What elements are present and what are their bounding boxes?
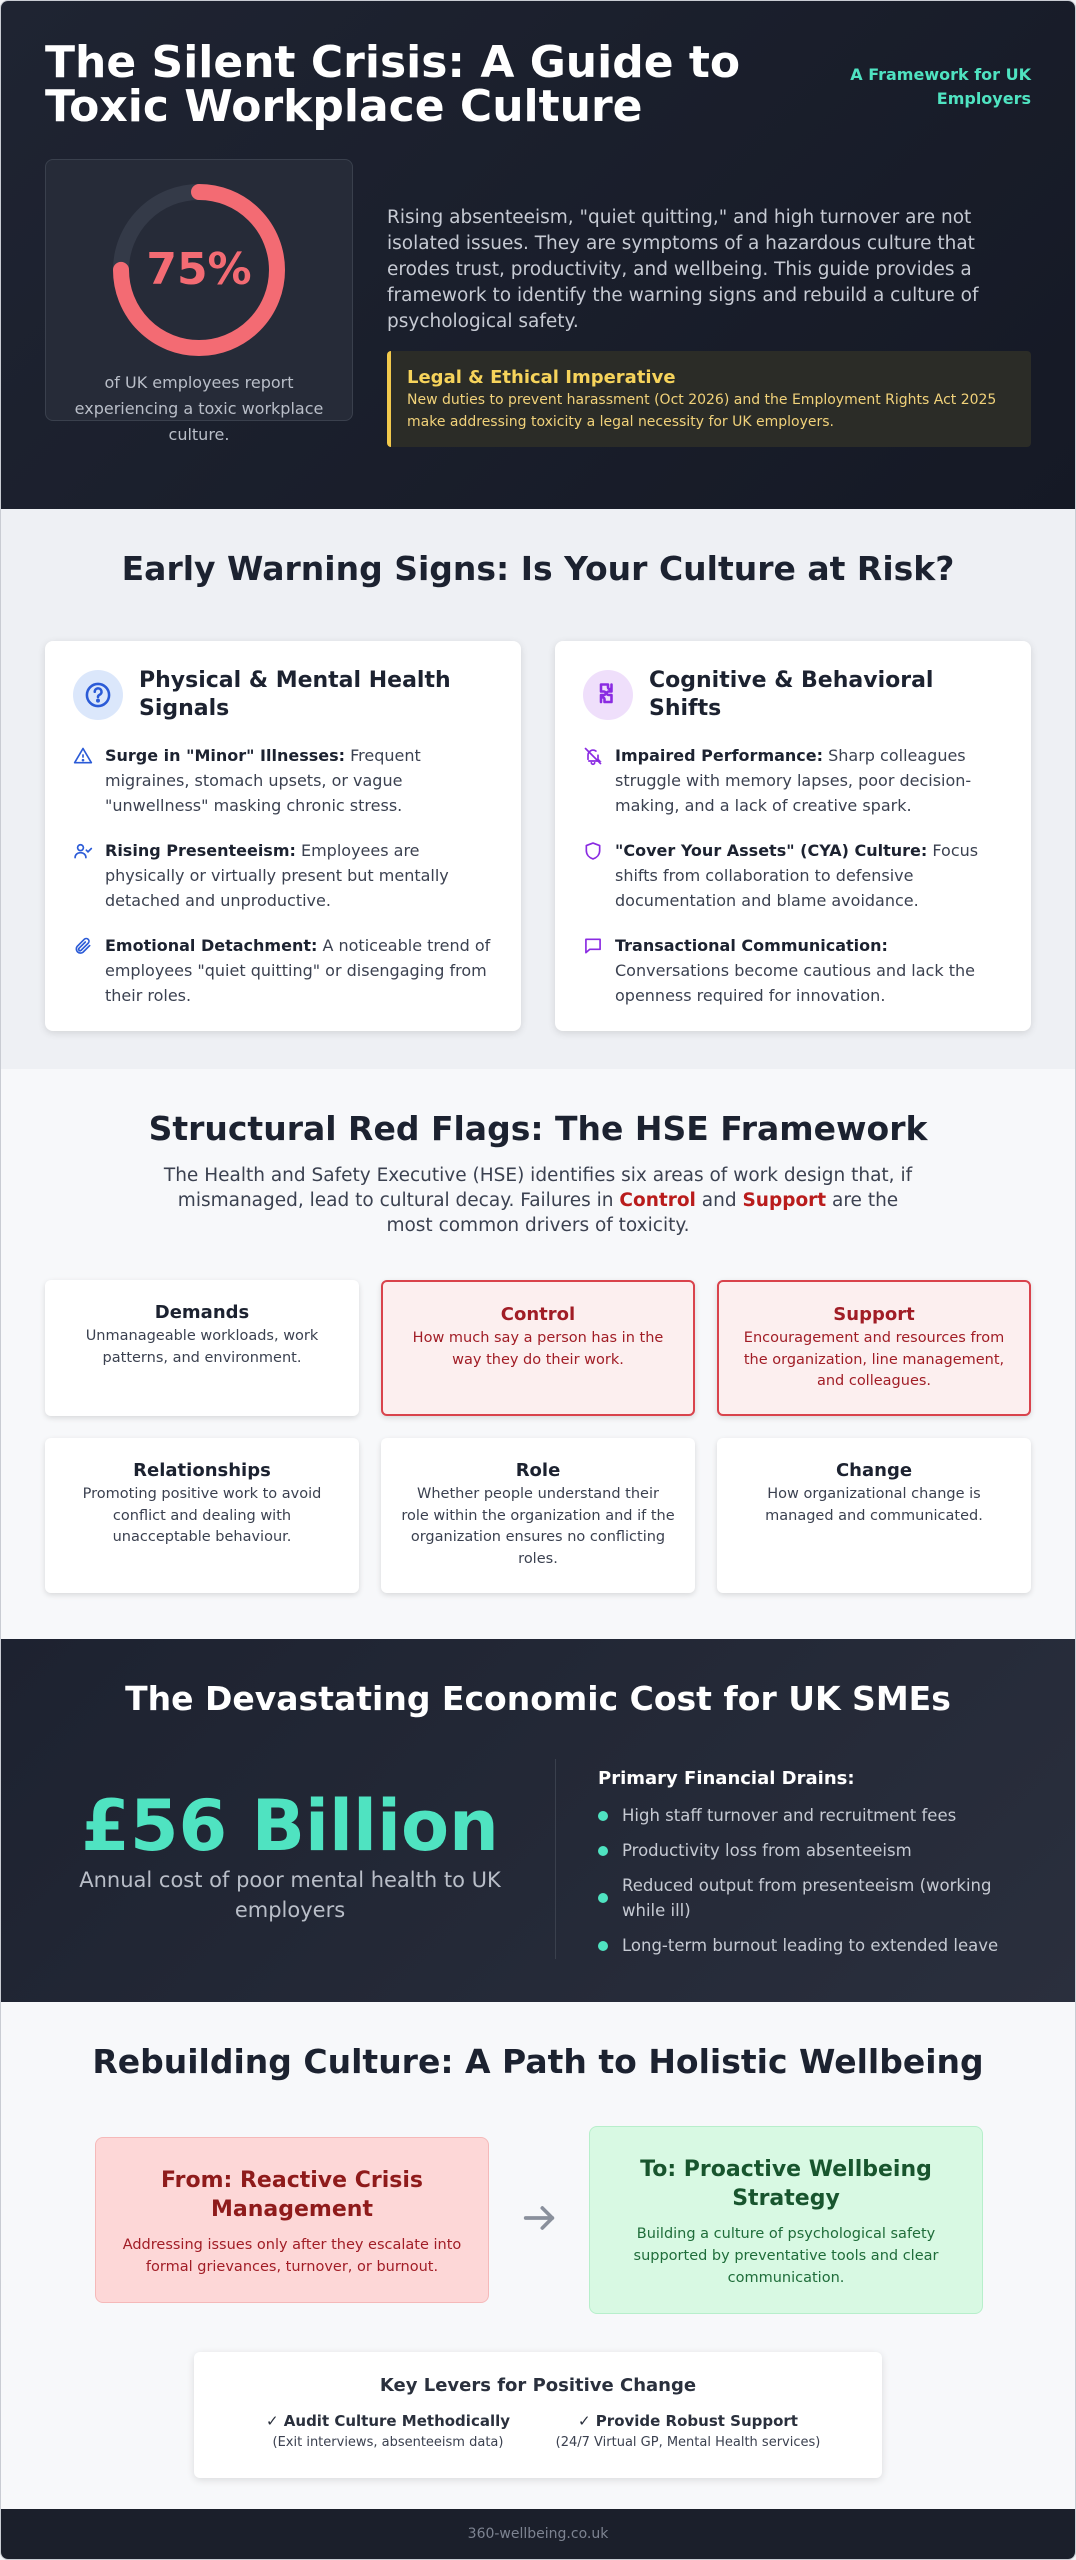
drain-text: High staff turnover and recruitment fees xyxy=(622,1806,957,1825)
item-text: Employees are physically or virtually present but mentally detached and unproductive. xyxy=(105,841,449,910)
hero-tagline: A Framework for UK Employers xyxy=(850,65,1031,108)
cost-big-value: £56 Billion xyxy=(81,1785,499,1867)
hse-card-desc: Promoting positive work to avoid conflict and dealing with unacceptable behaviour. xyxy=(82,1486,322,1545)
bullet-dot-icon xyxy=(598,1893,608,1903)
footer-link[interactable]: 360-wellbeing.co.uk xyxy=(1,2509,1075,2559)
rebuilding-culture-section xyxy=(1,2002,1075,2512)
shield-icon xyxy=(583,841,605,913)
item-label: Impaired Performance: xyxy=(615,746,824,765)
cognitive-shifts-title: Cognitive & Behavioral Shifts xyxy=(649,668,934,721)
levers-title: Key Levers for Positive Change xyxy=(379,2375,697,2396)
to-text: Building a culture of psychological safety supported by preventative tools and clear communication. xyxy=(633,2226,939,2286)
legal-text: New duties to prevent harassment (Oct 2026) and the Employment Rights Act 2025 make addressing toxicity a legal necessity for UK employers. xyxy=(407,392,997,430)
list-item xyxy=(598,1803,1008,1828)
hse-intro-part: The Health and Safety Executive (HSE) identifies six areas of work design that, if mismanaged, lead to cultural decay. Failures in xyxy=(163,1165,913,1211)
hero-section xyxy=(1,1,1075,509)
item-text: Frequent migraines, stomach upsets, or vague "unwellness" masking chronic stress. xyxy=(105,746,421,815)
hse-card-name: Support xyxy=(833,1304,915,1325)
hse-intro-part: are the most common drivers of toxicity. xyxy=(386,1190,899,1236)
item-text: Sharp colleagues struggle with memory lapses, poor decision-making, and a lack of creative spark. xyxy=(615,746,972,815)
chat-bubble-icon xyxy=(583,936,605,1008)
hse-intro-support: Support xyxy=(742,1190,827,1211)
user-check-icon xyxy=(73,841,95,913)
to-title: To: Proactive Wellbeing Strategy xyxy=(640,2157,932,2211)
hse-card-relationships xyxy=(45,1438,359,1593)
toxic-culture-stat-card xyxy=(45,159,353,444)
stat-caption: of UK employees report experiencing a toxic workplace culture. xyxy=(74,373,324,444)
economic-cost-section xyxy=(1,1639,1075,2002)
hse-card-demands xyxy=(45,1280,359,1416)
bullet-dot-icon xyxy=(598,1811,608,1821)
lever-note: (Exit interviews, absenteeism data) xyxy=(272,2435,504,2450)
list-item xyxy=(73,743,493,818)
key-levers-card xyxy=(194,2352,882,2478)
hse-card-control xyxy=(381,1280,695,1416)
item-label: Rising Presenteeism: xyxy=(105,841,296,860)
item-text: Conversations become cautious and lack the openness required for innovation. xyxy=(615,961,975,1005)
hero-body-text: Rising absenteeism, "quiet quitting," and high turnover are not isolated issues. They are symptoms of a hazardous culture that erodes trust, productivity, and wellbeing. This guide provides a framework to identify the warning signs and rebuild a culture of psychological safety. xyxy=(387,207,979,332)
list-item xyxy=(583,933,1003,1008)
item-text: Focus shifts from collaboration to defensive documentation and blame avoidance. xyxy=(615,841,979,910)
warning-triangle-icon xyxy=(73,746,95,818)
drain-text: Productivity loss from absenteeism xyxy=(622,1841,912,1860)
lever-name: ✓ Provide Robust Support xyxy=(578,2412,798,2430)
hse-card-name: Control xyxy=(500,1304,576,1325)
stat-value: 75% xyxy=(146,244,252,295)
warning-signs-section xyxy=(1,509,1075,1069)
hse-card-desc: Encouragement and resources from the organization, line management, and colleagues. xyxy=(743,1330,1005,1389)
from-text: Addressing issues only after they escalate into formal grievances, turnover, or burnout. xyxy=(122,2237,462,2275)
lever-name: ✓ Audit Culture Methodically xyxy=(265,2412,511,2430)
lever-note: (24/7 Virtual GP, Mental Health services) xyxy=(555,2435,821,2450)
list-item xyxy=(598,1933,1008,1958)
list-item xyxy=(598,1838,1008,1863)
list-item xyxy=(73,933,493,1008)
hse-card-desc: How organizational change is managed and communicated. xyxy=(765,1486,983,1524)
legal-imperative-callout xyxy=(387,351,1031,447)
item-label: Transactional Communication: xyxy=(615,936,888,955)
item-label: Emotional Detachment: xyxy=(105,936,318,955)
hse-intro-text xyxy=(158,1163,918,1238)
lever-item xyxy=(238,2410,538,2454)
list-item xyxy=(583,838,1003,913)
bell-off-icon xyxy=(583,746,605,818)
hse-card-desc: Unmanageable workloads, work patterns, and environment. xyxy=(85,1328,319,1366)
item-label: Surge in "Minor" Illnesses: xyxy=(105,746,346,765)
rebuild-section-title: Rebuilding Culture: A Path to Holistic Wellbeing xyxy=(92,2042,984,2081)
hse-intro-part: and xyxy=(695,1190,743,1211)
hse-card-name: Change xyxy=(835,1460,913,1481)
hse-intro-control: Control xyxy=(619,1190,696,1211)
stat-ring xyxy=(109,180,289,360)
drains-list xyxy=(598,1803,1008,1958)
drain-text: Reduced output from presenteeism (working while ill) xyxy=(622,1876,992,1920)
hse-framework-section xyxy=(1,1069,1075,1639)
drains-title: Primary Financial Drains: xyxy=(598,1768,855,1789)
puzzle-icon xyxy=(583,670,633,720)
hse-card-desc: Whether people understand their role within the organization and if the organization ensures no conflicting roles. xyxy=(401,1486,675,1567)
lever-item xyxy=(538,2410,838,2454)
cognitive-shifts-card xyxy=(555,641,1031,1031)
from-title: From: Reactive Crisis Management xyxy=(161,2168,423,2222)
to-proactive-box xyxy=(589,2126,983,2314)
hse-card-support xyxy=(717,1280,1031,1416)
hse-card-name: Demands xyxy=(154,1302,250,1323)
bullet-dot-icon xyxy=(598,1941,608,1951)
warning-section-title: Early Warning Signs: Is Your Culture at Risk? xyxy=(121,549,955,588)
list-item xyxy=(73,838,493,913)
hse-card-desc: How much say a person has in the way they do their work. xyxy=(412,1330,664,1368)
list-item xyxy=(583,743,1003,818)
hse-card-change xyxy=(717,1438,1031,1593)
bullet-dot-icon xyxy=(598,1846,608,1856)
hse-card-role xyxy=(381,1438,695,1593)
cost-big-caption: Annual cost of poor mental health to UK employers xyxy=(79,1868,501,1922)
drain-text: Long-term burnout leading to extended leave xyxy=(622,1936,999,1955)
hse-section-title: Structural Red Flags: The HSE Framework xyxy=(148,1109,928,1148)
divider xyxy=(555,1759,556,1959)
legal-title: Legal & Ethical Imperative xyxy=(407,367,676,388)
health-signals-card xyxy=(45,641,521,1031)
cost-section-title: The Devastating Economic Cost for UK SMEs xyxy=(125,1679,951,1718)
page-title: The Silent Crisis: A Guide to Toxic Workplace Culture xyxy=(45,37,741,132)
item-label: "Cover Your Assets" (CYA) Culture: xyxy=(615,841,928,860)
item-text: A noticeable trend of employees "quiet quitting" or disengaging from their roles. xyxy=(105,936,491,1005)
health-signals-title: Physical & Mental Health Signals xyxy=(139,668,451,721)
from-reactive-box xyxy=(95,2137,489,2303)
question-circle-icon xyxy=(73,670,123,720)
hse-card-name: Relationships xyxy=(133,1460,271,1481)
arrow-right-icon xyxy=(489,2198,589,2242)
paperclip-icon xyxy=(73,936,95,1008)
list-item xyxy=(598,1873,1008,1923)
hse-card-name: Role xyxy=(515,1460,561,1481)
